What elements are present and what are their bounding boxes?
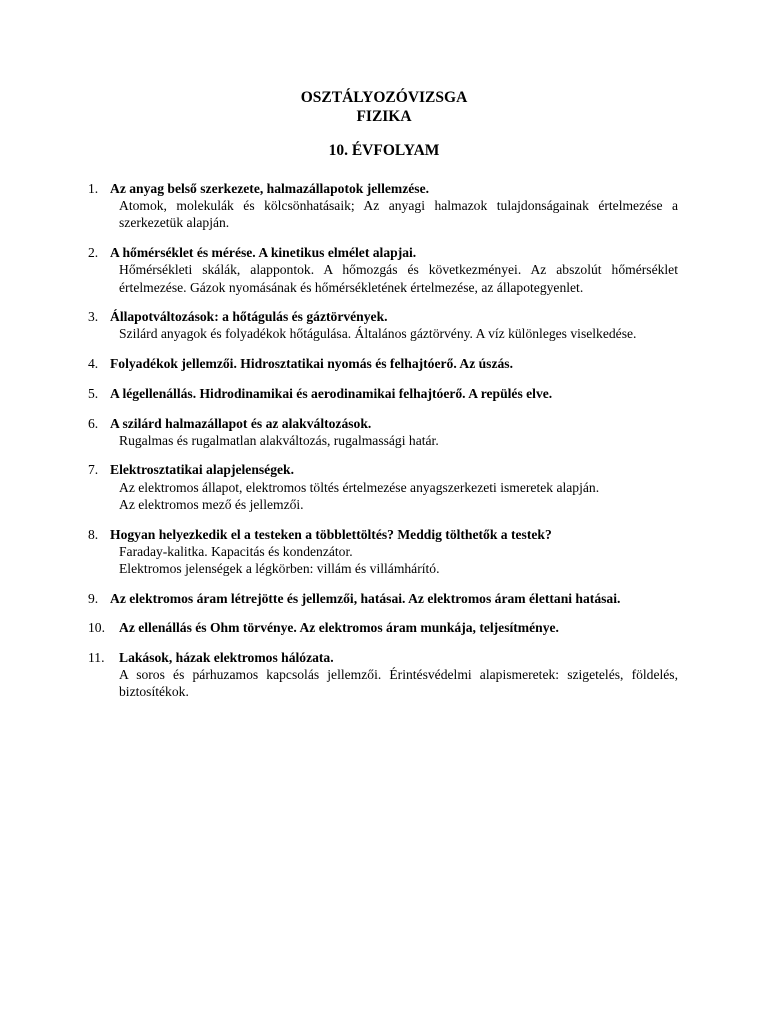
document-title: OSZTÁLYOZÓVIZSGA — [300, 89, 468, 106]
topic-description-line: Atomok, molekulák és kölcsönhatásaik; Az anyagi halmazok tulajdonságainak értelmezése a szerkezetük alapján. — [119, 198, 678, 231]
topic-number: 2. — [88, 245, 99, 261]
topic-heading: Az anyag belső szerkezete, halmazállapotok jellemzése. — [110, 181, 429, 196]
topic-description-line: Elektromos jelenségek a légkörben: villám és villámhárító. — [119, 560, 440, 576]
topic-number: 11. — [88, 650, 105, 666]
topic-number: 4. — [88, 356, 99, 372]
topic-item — [88, 308, 678, 342]
topic-description — [119, 432, 678, 449]
topic-item — [88, 619, 678, 636]
topic-description-line: Rugalmas és rugalmatlan alakváltozás, rugalmassági határ. — [119, 432, 439, 448]
topic-description — [119, 261, 678, 295]
topic-item — [88, 355, 678, 372]
topic-description-line: Faraday-kalitka. Kapacitás és kondenzátor. — [119, 543, 353, 559]
topic-heading: A hőmérséklet és mérése. A kinetikus elmélet alapjai. — [110, 245, 417, 261]
topic-item — [88, 180, 678, 232]
topic-heading: Az elektromos áram létrejötte és jellemzői, hatásai. Az elektromos áram élettani hatásai. — [110, 590, 621, 606]
topic-item — [88, 526, 678, 578]
topic-list — [88, 180, 678, 713]
topic-number: 10. — [88, 620, 105, 636]
topic-heading: Az ellenállás és Ohm törvénye. Az elektromos áram munkája, teljesítménye. — [119, 620, 559, 636]
topic-description-line: A soros és párhuzamos kapcsolás jellemzői. Érintésvédelmi alapismeretek: szigetelés, földelés, biztosítékok. — [119, 667, 678, 700]
topic-heading: Hogyan helyezkedik el a testeken a többlettöltés? Meddig tölthetők a testek? — [110, 526, 552, 542]
topic-number: 6. — [88, 415, 99, 431]
topic-number: 3. — [88, 309, 99, 325]
topic-description-line: Az elektromos állapot, elektromos töltés értelmezése anyagszerkezeti ismeretek alapján. — [119, 479, 600, 495]
topic-item — [88, 385, 678, 402]
topic-description — [119, 479, 678, 513]
topic-number: 7. — [88, 462, 99, 478]
topic-description — [119, 325, 678, 342]
topic-number: 8. — [88, 526, 99, 542]
document-grade: 10. ÉVFOLYAM — [328, 142, 440, 159]
topic-number: 9. — [88, 590, 99, 606]
topic-item — [88, 244, 678, 296]
topic-heading: Folyadékok jellemzői. Hidrosztatikai nyomás és felhajtóerő. Az úszás. — [110, 356, 513, 372]
topic-heading: A szilárd halmazállapot és az alakváltozások. — [110, 415, 372, 431]
topic-item — [88, 590, 678, 607]
topic-heading: A légellenállás. Hidrodinamikai és aerodinamikai felhajtóerő. A repülés elve. — [110, 385, 553, 401]
topic-item — [88, 649, 678, 701]
topic-item — [88, 415, 678, 449]
topic-heading: Lakások, házak elektromos hálózata. — [119, 650, 334, 666]
topic-description — [119, 666, 678, 700]
topic-number: 5. — [88, 385, 99, 401]
topic-heading: Állapotváltozások: a hőtágulás és gáztörvények. — [110, 309, 388, 325]
topic-number: 1. — [88, 181, 99, 196]
topic-description — [119, 543, 678, 577]
document-subject: FIZIKA — [356, 108, 412, 125]
topic-description-line: Hőmérsékleti skálák, alappontok. A hőmozgás és következményei. Az abszolút hőmérséklet értelmezése. Gázok nyomásának és hőmérsékletének értelmezése, az állapotegyenlet. — [119, 262, 678, 295]
topic-description-line: Az elektromos mező és jellemzői. — [119, 496, 304, 512]
topic-description-line: Szilárd anyagok és folyadékok hőtágulása. Általános gáztörvény. A víz különleges viselkedése. — [119, 326, 637, 342]
topic-item — [88, 461, 678, 513]
topic-description — [119, 197, 678, 231]
topic-heading: Elektrosztatikai alapjelenségek. — [110, 462, 295, 478]
